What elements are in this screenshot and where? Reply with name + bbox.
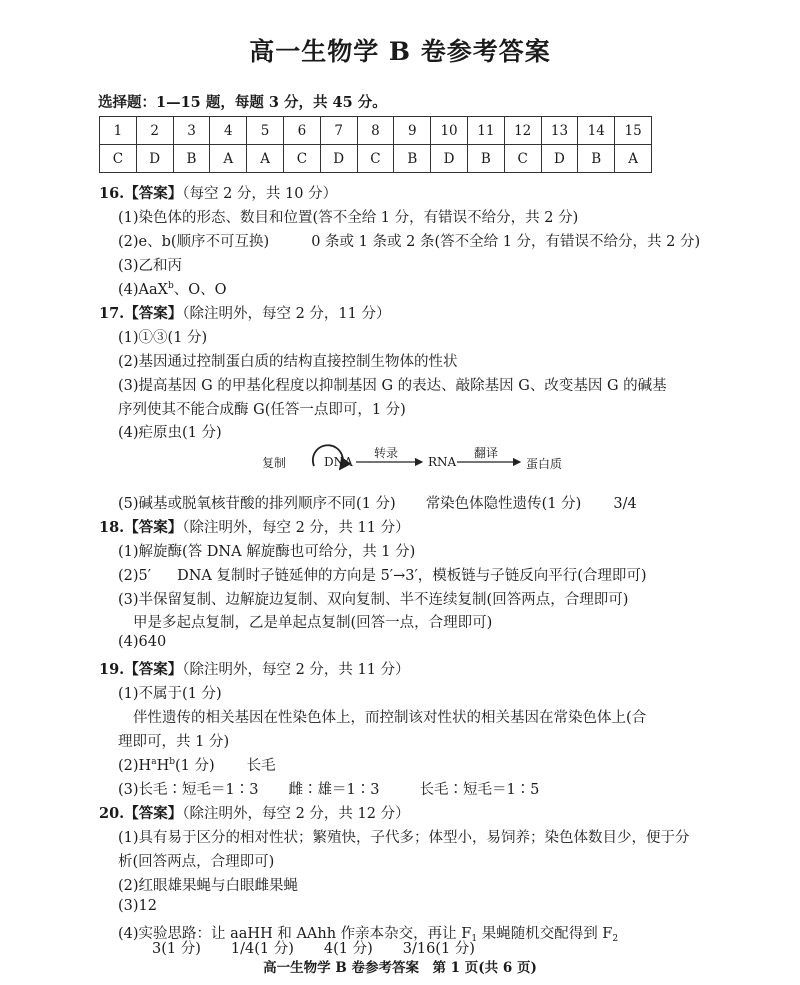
q20-note: （除注明外，每空 2 分，共 12 分） (182, 806, 410, 822)
q16-line-4-pre: (4)AaX (118, 282, 168, 298)
diagram-translate-label: 翻译 (474, 446, 499, 460)
q16-line-4 (118, 278, 227, 299)
q18-header (99, 516, 410, 537)
q19-line-1b: 伴性遗传的相关基因在性染色体上，而控制该对性状的相关基因在常染色体上(合 (133, 710, 647, 726)
table-cell-number: 15 (615, 117, 652, 145)
table-cell-number: 6 (283, 117, 320, 145)
q17-line-5a: (5)碱基或脱氧核苷酸的排列顺序不同(1 分) (118, 496, 396, 512)
q16-header (99, 182, 337, 203)
q19-line-1: (1)不属于(1 分) (118, 686, 222, 702)
q19-line-1c: 理即可，共 1 分) (118, 734, 230, 750)
q17-line-5b: 常染色体隐性遗传(1 分) (425, 496, 582, 512)
q19-line-2-sup2: b (169, 757, 175, 767)
q20-line-5c: 4(1 分) (323, 941, 373, 957)
q18-line-3: (3)半保留复制、边解旋边复制、双向复制、半不连续复制(回答两点，合理即可) (118, 592, 629, 608)
diagram-dna-label: DNA (324, 455, 353, 469)
q20-label: 20.【答案】 (99, 805, 183, 822)
central-dogma-diagram (262, 436, 592, 486)
q18-line-4: (4)640 (118, 634, 167, 650)
q19-line-2-sup1: a (151, 757, 157, 767)
q17-line-5 (118, 492, 637, 513)
q18-line-3b: 甲是多起点复制，乙是单起点复制(回答一点，合理即可) (133, 615, 493, 631)
table-cell-number: 11 (467, 117, 504, 145)
table-cell-answer: D (431, 145, 468, 173)
q20-header (99, 802, 410, 823)
table-cell-number: 7 (320, 117, 357, 145)
q16-line-1: (1)染色体的形态、数目和位置(答不全给 1 分，有错误不给分，共 2 分) (118, 210, 579, 226)
q20-line-3: (3)12 (118, 898, 157, 914)
q20-line-2: (2)红眼雄果蝇与白眼雌果蝇 (118, 878, 299, 894)
q18-line-1: (1)解旋酶(答 DNA 解旋酶也可给分，共 1 分) (118, 544, 416, 560)
q17-line-5c: 3/4 (613, 496, 637, 512)
table-cell-answer: D (541, 145, 578, 173)
q20-line-5a: 3(1 分) (152, 941, 201, 957)
table-cell-answer: D (136, 145, 173, 173)
table-cell-number: 3 (173, 117, 210, 145)
q19-line-2-b: H (156, 758, 170, 774)
q18-line-2 (118, 564, 647, 585)
q16-line-4-post: 、O、O (173, 282, 227, 298)
q20-line-1: (1)具有易于区分的相对性状；繁殖快，子代多；体型小，易饲养；染色体数目少，便于分 (118, 830, 690, 846)
page-footer: 高一生物学 B 卷参考答案 第 1 页(共 6 页) (263, 960, 537, 976)
q19-note: （除注明外，每空 2 分，共 11 分） (182, 662, 410, 678)
q16-line-2b: 0 条或 1 条或 2 条(答不全给 1 分，有错误不给分，共 2 分) (311, 234, 701, 250)
table-row-numbers (100, 117, 652, 145)
q20-line-4-a: (4)实验思路：让 aaHH 和 AAhh 作亲本杂交，再让 F (118, 926, 472, 942)
q19-label: 19.【答案】 (99, 661, 183, 678)
diagram-transcribe-label: 转录 (374, 446, 399, 460)
table-cell-answer: B (467, 145, 504, 173)
q17-header (99, 302, 391, 323)
choice-section-header: 选择题：1—15 题，每题 3 分，共 45 分。 (98, 94, 387, 111)
table-cell-number: 1 (100, 117, 137, 145)
q16-line-4-sup: b (167, 281, 174, 291)
diagram-rna-label: RNA (428, 455, 457, 469)
table-cell-number: 8 (357, 117, 394, 145)
q18-line-2a: (2)5′ (118, 568, 152, 584)
q16-line-2 (118, 230, 700, 251)
table-cell-answer: A (247, 145, 284, 173)
table-cell-number: 10 (431, 117, 468, 145)
q20-line-5b: 1/4(1 分) (230, 941, 294, 957)
q19-line-3 (118, 778, 539, 799)
page-title: 高一生物学 B 卷参考答案 (249, 37, 551, 66)
table-row-answers (100, 145, 652, 173)
table-cell-number: 4 (210, 117, 247, 145)
q19-line-2-d: 长毛 (246, 758, 276, 774)
q20-line-5d: 3/16(1 分) (402, 941, 475, 957)
q16-label: 16.【答案】 (99, 185, 183, 202)
q18-line-2b: DNA 复制时子链延伸的方向是 5′→3′，模板链与子链反向平行(合理即可) (177, 568, 647, 584)
diagram-protein-label: 蛋白质 (526, 457, 563, 471)
q19-line-2-c: (1 分) (174, 758, 215, 774)
q19-line-3a: (3)长毛∶短毛＝1∶3 (118, 782, 259, 798)
table-cell-answer: A (615, 145, 652, 173)
q17-line-2: (2)基因通过控制蛋白质的结构直接控制生物体的性状 (118, 354, 458, 370)
table-cell-answer: D (320, 145, 357, 173)
q19-line-3c: 长毛∶短毛＝1∶5 (419, 782, 540, 798)
diagram-replicate-label: 复制 (262, 456, 287, 470)
table-cell-number: 9 (394, 117, 431, 145)
q20-line-4-sub2: 2 (612, 934, 619, 944)
q19-line-2-a: (2)H (118, 758, 152, 774)
q17-line-4: (4)疟原虫(1 分) (118, 425, 222, 441)
q17-line-3b: 序列使其不能合成酶 G(任答一点即可，1 分) (118, 402, 406, 418)
q20-line-4-sub1: 1 (471, 934, 478, 944)
q17-note: （除注明外，每空 2 分，11 分） (182, 306, 391, 322)
q16-line-3: (3)乙和丙 (118, 258, 183, 274)
q19-header (99, 658, 410, 679)
table-cell-answer: B (173, 145, 210, 173)
q19-line-3b: 雌∶雄＝1∶3 (288, 782, 380, 798)
q18-note: （除注明外，每空 2 分，共 11 分） (182, 520, 410, 536)
table-cell-answer: C (100, 145, 137, 173)
table-cell-answer: C (283, 145, 320, 173)
table-cell-number: 14 (578, 117, 615, 145)
q20-line-4-b: 果蝇随机交配得到 F (477, 926, 613, 942)
q20-line-1b: 析(回答两点，合理即可) (118, 854, 275, 870)
table-cell-number: 2 (136, 117, 173, 145)
q17-label: 17.【答案】 (99, 305, 183, 322)
q17-line-3a: (3)提高基因 G 的甲基化程度以抑制基因 G 的表达、敲除基因 G、改变基因 G 的碱基 (118, 378, 667, 394)
table-cell-answer: B (394, 145, 431, 173)
q17-line-1: (1)①③(1 分) (118, 330, 208, 346)
table-cell-answer: A (210, 145, 247, 173)
table-cell-number: 13 (541, 117, 578, 145)
table-cell-answer: C (504, 145, 541, 173)
table-cell-number: 5 (247, 117, 284, 145)
q16-line-2a: (2)e、b(顺序不可互换) (118, 234, 270, 250)
q19-line-2 (118, 754, 276, 775)
table-cell-answer: B (578, 145, 615, 173)
q16-note: （每空 2 分，共 10 分） (182, 186, 338, 202)
q18-label: 18.【答案】 (99, 519, 183, 536)
table-cell-number: 12 (504, 117, 541, 145)
q20-line-5 (152, 937, 475, 958)
table-cell-answer: C (357, 145, 394, 173)
answer-table (99, 116, 652, 173)
